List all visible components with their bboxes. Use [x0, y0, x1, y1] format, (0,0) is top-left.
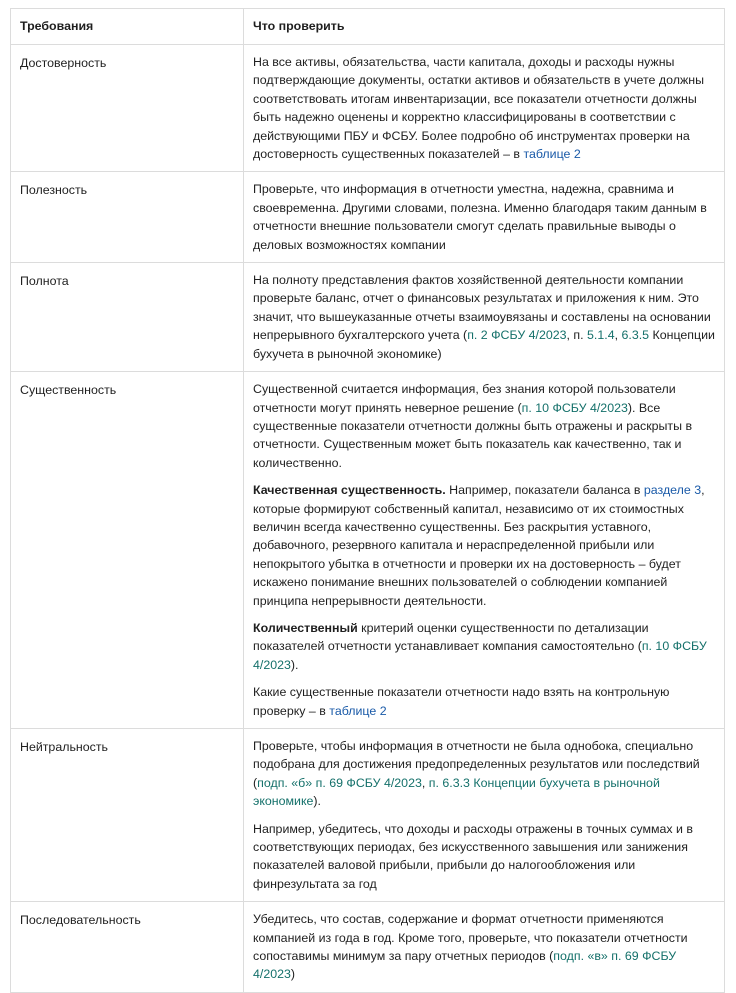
column-header-requirements: Требования: [11, 9, 244, 45]
paragraph: Проверьте, чтобы информация в отчетности не была однобока, специально подобрана для достижения предопределенных результатов или последствий (подп. «б» п. 69 ФСБУ 4/2023, п. 6.3.3 Концепции бухучета в рыночной экономике).: [253, 739, 700, 809]
concept-link[interactable]: п. 6.3.3 Концепции бухучета в рыночной экономике: [253, 775, 660, 809]
table-row: [11, 902, 725, 993]
column-header-what-to-check: Что проверить: [244, 9, 725, 45]
table-2-link[interactable]: таблице 2: [329, 703, 387, 718]
requirement-name: Существенность: [11, 372, 244, 729]
requirement-name: Полезность: [11, 172, 244, 263]
paragraph: На полноту представления фактов хозяйственной деятельности компании проверьте баланс, отчет о финансовых результатах и приложения к ним. Это значит, что вышеуказанные отчеты взаимоувязаны и составлены на основании непрерывного бухгалтерского учета (п. 2 ФСБУ 4/2023, п. 5.1.4, 6.3.5 Концепции бухучета в рыночной экономике): [253, 273, 715, 361]
paragraph: Качественная существенность. Например, показатели баланса в разделе 3, которые формируют собственный капитал, независимо от их стоимостных величин всегда качественно существенны. Без раскрытия уставного, добавочного, резервного капитала и нераспределенной прибыли или непокрытого убытка в отчетности и проверки их на достоверность – будет искажено понимание внешних пользователей о соблюдении компанией принципа непрерывности деятельности.: [253, 483, 705, 608]
table-row: [11, 372, 725, 729]
paragraph: Какие существенные показатели отчетности надо взять на контрольную проверку – в таблице 2: [253, 685, 670, 718]
fsbu-link[interactable]: п. 2 ФСБУ 4/2023: [467, 328, 567, 343]
requirement-description: [244, 729, 725, 902]
table-row: [11, 729, 725, 902]
section-3-link[interactable]: разделе 3: [643, 483, 702, 498]
table-row: [11, 263, 725, 372]
table-row: [11, 172, 725, 263]
paragraph: Существенной считается информация, без знания которой пользователи отчетности могут принять неверное решение (п. 10 ФСБУ 4/2023). Все существенные показатели отчетности должны быть отражены и раскрыты в отчетности. Существенным может быть показатель как качественно, так и количественно.: [253, 382, 693, 470]
fsbu-link[interactable]: п. 10 ФСБУ 4/2023: [521, 400, 628, 415]
fsbu-link[interactable]: подп. «в» п. 69 ФСБУ 4/2023: [253, 949, 677, 982]
requirement-name: Нейтральность: [11, 729, 244, 902]
requirements-table: [10, 8, 725, 993]
requirement-name: Последовательность: [11, 902, 244, 993]
fsbu-link[interactable]: подп. «б» п. 69 ФСБУ 4/2023: [257, 775, 422, 790]
paragraph: Например, убедитесь, что доходы и расходы отражены в точных суммах и в соответствующих периодах, без искусственного завышения или занижения показателей валовой прибыли, прибыли до налогообложения или финрезультата за год: [253, 821, 693, 891]
requirement-description: [244, 372, 725, 729]
requirement-name: Достоверность: [11, 45, 244, 172]
table-2-link[interactable]: таблице 2: [523, 147, 581, 162]
paragraph: На все активы, обязательства, части капитала, доходы и расходы нужны подтверждающие документы, остатки активов и обязательств в учете должны соответствовать итогам инвентаризации, все показатели отчетности должны быть надежно оценены и корректно классифицированы в соответствии с действующими ПБУ и ФСБУ. Более подробно об инструментах проверки на достоверность существенных показателей – в таблице 2: [253, 55, 704, 162]
concept-link[interactable]: 5.1.4: [587, 328, 615, 343]
requirement-name: Полнота: [11, 263, 244, 372]
table-row: [11, 45, 725, 172]
fsbu-link[interactable]: п. 10 ФСБУ 4/2023: [253, 639, 707, 672]
paragraph: Убедитесь, что состав, содержание и формат отчетности применяются компанией из года в год. Кроме того, проверьте, что показатели отчетности сопоставимы минимум за пару отчетных периодов (подп. «в» п. 69 ФСБУ 4/2023): [253, 912, 688, 982]
requirement-description: [244, 45, 725, 172]
table-header-row: [11, 9, 725, 45]
requirement-description: [244, 172, 725, 263]
paragraph: Проверьте, что информация в отчетности уместна, надежна, сравнима и своевременна. Другими словами, полезна. Именно благодаря таким данным в отчетности внешние пользователи смогут сделать правильные выводы о деловых возможностях компании: [253, 182, 707, 252]
requirement-description: [244, 902, 725, 993]
concept-link[interactable]: 6.3.5: [621, 328, 650, 343]
paragraph: Количественный критерий оценки существенности по детализации показателей отчетности устанавливает компания самостоятельно (п. 10 ФСБУ 4/2023).: [253, 620, 707, 672]
requirement-description: [244, 263, 725, 372]
